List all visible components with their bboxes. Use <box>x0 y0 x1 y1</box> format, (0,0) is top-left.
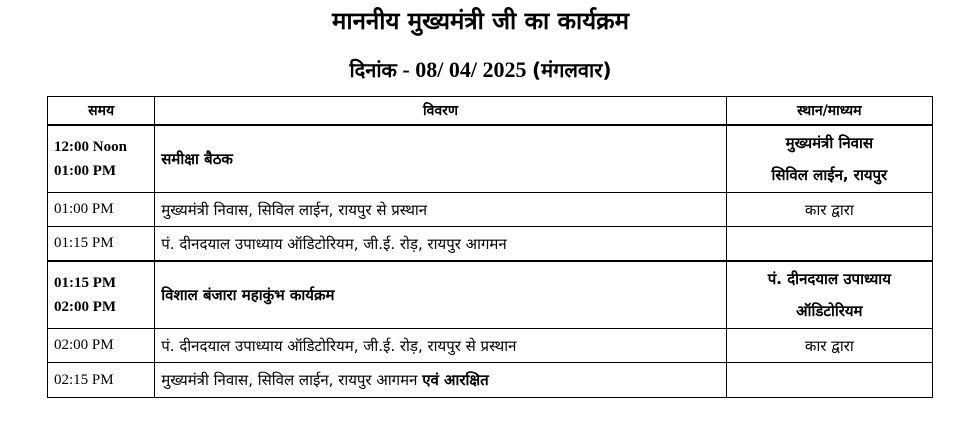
venue-line: पं. दीनदयाल उपाध्याय <box>767 270 891 288</box>
column-header-venue: स्थान/माध्यम <box>726 97 932 126</box>
detail-text-bold: एवं आरक्षित <box>422 371 489 389</box>
detail-cell: मुख्यमंत्री निवास, सिविल लाईन, रायपुर से प्रस्थान <box>155 193 726 227</box>
time-end: 01:00 PM <box>54 163 117 179</box>
venue-cell: कार द्वारा <box>726 329 932 363</box>
schedule-table <box>47 96 933 398</box>
date-value: 08/ 04/ 2025 <box>415 57 527 82</box>
time-cell: 01:00 PM <box>48 193 155 227</box>
detail-cell: विशाल बंजारा महाकुंभ कार्यक्रम <box>155 261 726 329</box>
table-row <box>48 261 933 329</box>
column-header-details: विवरण <box>155 97 726 126</box>
table-row <box>48 125 933 193</box>
time-cell: 01:15 PM <box>48 227 155 262</box>
detail-cell: समीक्षा बैठक <box>155 125 726 193</box>
time-cell: 02:00 PM <box>48 329 155 363</box>
date-separator: - <box>402 57 410 82</box>
venue-cell <box>726 363 932 398</box>
venue-cell: कार द्वारा <box>726 193 932 227</box>
venue-line: सिविल लाईन, रायपुर <box>771 166 888 184</box>
venue-line: मुख्यमंत्री निवास <box>785 134 874 152</box>
detail-text: मुख्यमंत्री निवास, सिविल लाईन, रायपुर आगमन <box>161 371 418 389</box>
table-row <box>48 193 933 227</box>
day-name: (मंगलवार) <box>531 58 612 82</box>
time-cell: 02:15 PM <box>48 363 155 398</box>
detail-cell <box>155 363 726 398</box>
detail-cell: पं. दीनदयाल उपाध्याय ऑडिटोरियम, जी.ई. रोड़, रायपुर आगमन <box>155 227 726 262</box>
time-cell <box>48 261 155 329</box>
venue-line: ऑडिटोरियम <box>796 302 863 320</box>
detail-cell: पं. दीनदयाल उपाध्याय ऑडिटोरियम, जी.ई. रोड़, रायपुर से प्रस्थान <box>155 329 726 363</box>
page-title: माननीय मुख्यमंत्री जी का कार्यक्रम <box>332 7 629 35</box>
venue-cell <box>726 227 932 262</box>
table-row <box>48 227 933 262</box>
venue-cell <box>726 261 932 329</box>
date-line <box>0 54 961 86</box>
time-start: 12:00 Noon <box>54 139 127 155</box>
time-start: 01:15 PM <box>54 275 117 291</box>
table-row <box>48 363 933 398</box>
column-header-time: समय <box>48 97 155 126</box>
time-end: 02:00 PM <box>54 299 117 315</box>
venue-cell <box>726 125 932 193</box>
table-header-row <box>48 97 933 126</box>
date-label: दिनांक <box>349 58 397 82</box>
time-cell <box>48 125 155 193</box>
table-row <box>48 329 933 363</box>
